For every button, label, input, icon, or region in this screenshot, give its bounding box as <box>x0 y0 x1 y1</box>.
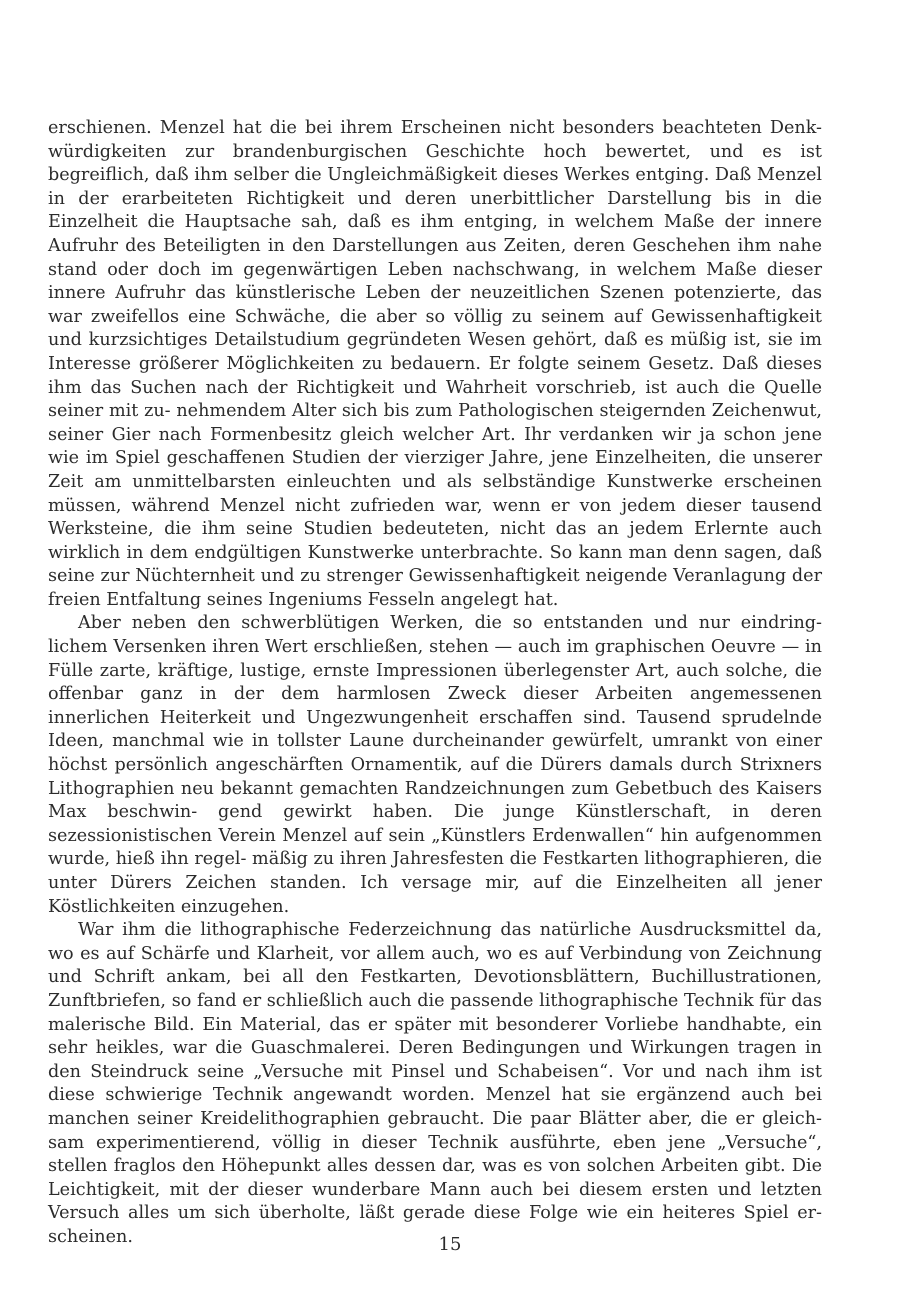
paragraph-3: War ihm die lithographische Federzeichnung das natürliche Ausdrucksmittel da, wo es auf Schärfe und Klarheit, vor allem auch, wo es auf Verbindung von Zeichnung und Schrift ankam, bei all den Festkarten, Devotionsblättern, Buchillustrationen, Zunftbriefen, so fand er schließlich auch die passende lithographische Technik für das malerische Bild. Ein Material, das er später mit besonderer Vorliebe handhabte, ein sehr heikles, war die Guaschmalerei. Deren Bedingungen und Wirkungen tragen in den Steindruck seine „Versuche mit Pinsel und Schabeisen“. Vor und nach ihm ist diese schwierige Technik angewandt worden. Menzel hat sie ergänzend auch bei manchen seiner Kreidelithographien gebraucht. Die paar Blätter aber, die er gleich- sam experimentierend, völlig in dieser Technik ausführte, eben jene „Versuche“, stellen fraglos den Höhepunkt alles dessen dar, was es von solchen Arbeiten gibt. Die Leichtigkeit, mit der dieser wunderbare Mann auch bei diesem ersten und letzten Versuch alles um sich überholte, läßt gerade diese Folge wie ein heiteres Spiel er- scheinen. <box>48 920 822 1247</box>
page-number: 15 <box>438 1234 462 1255</box>
paragraph-1: erschienen. Menzel hat die bei ihrem Erscheinen nicht besonders beachteten Denk- würdigkeiten zur brandenburgischen Geschichte hoch bewertet, und es ist begreiflich, daß ihm selber die Ungleichmäßigkeit dieses Werkes entging. Daß Menzel in der erarbeiteten Richtigkeit und deren unerbittlicher Darstellung bis in die Einzelheit die Hauptsache sah, daß es ihm entging, in welchem Maße der innere Aufruhr des Beteiligten in den Darstellungen aus Zeiten, deren Geschehen ihm nahe stand oder doch im gegenwärtigen Leben nachschwang, in welchem Maße dieser innere Aufruhr das künstlerische Leben der neuzeitlichen Szenen potenzierte, das war zweifellos eine Schwäche, die aber so völlig zu seinem auf Gewissenhaftigkeit und kurzsichtiges Detailstudium gegründeten Wesen gehört, daß es müßig ist, sie im Interesse größerer Möglichkeiten zu bedauern. Er folgte seinem Gesetz. Daß dieses ihm das Suchen nach der Richtigkeit und Wahrheit vorschrieb, ist auch die Quelle seiner mit zu- nehmendem Alter sich bis zum Pathologischen steigernden Zeichenwut, seiner Gier nach Formenbesitz gleich welcher Art. Ihr verdanken wir ja schon jene wie im Spiel geschaffenen Studien der vierziger Jahre, jene Einzelheiten, die unserer Zeit am unmittelbarsten einleuchten und als selbständige Kunstwerke erscheinen müssen, während Menzel nicht zufrieden war, wenn er von jedem dieser tausend Werksteine, die ihm seine Studien bedeuteten, nicht das an jedem Erlernte auch wirklich in dem endgültigen Kunstwerke unterbrachte. So kann man denn sagen, daß seine zur Nüchternheit und zu strenger Gewissenhaftigkeit neigende Veranlagung der freien Entfaltung seines Ingeniums Fesseln angelegt hat. <box>48 118 822 610</box>
body-text <box>48 117 822 1250</box>
paragraph-2: Aber neben den schwerblütigen Werken, die so entstanden und nur eindring- lichem Versenken ihren Wert erschließen, stehen — auch im graphischen Oeuvre — in Fülle zarte, kräftige, lustige, ernste Impressionen überlegenster Art, auch solche, die offenbar ganz in der dem harmlosen Zweck dieser Arbeiten angemessenen innerlichen Heiterkeit und Ungezwungenheit erschaffen sind. Tausend sprudelnde Ideen, manchmal wie in tollster Laune durcheinander gewürfelt, umrankt von einer höchst persönlich angeschärften Ornamentik, auf die Dürers damals durch Strixners Lithographien neu bekannt gemachten Randzeichnungen zum Gebetbuch des Kaisers Max beschwin- gend gewirkt haben. Die junge Künstlerschaft, in deren sezessionistischen Verein Menzel auf sein „Künstlers Erdenwallen“ hin aufgenommen wurde, hieß ihn regel- mäßig zu ihren Jahresfesten die Festkarten lithographieren, die unter Dürers Zeichen standen. Ich versage mir, auf die Einzelheiten all jener Köstlichkeiten einzugehen. <box>48 613 822 917</box>
